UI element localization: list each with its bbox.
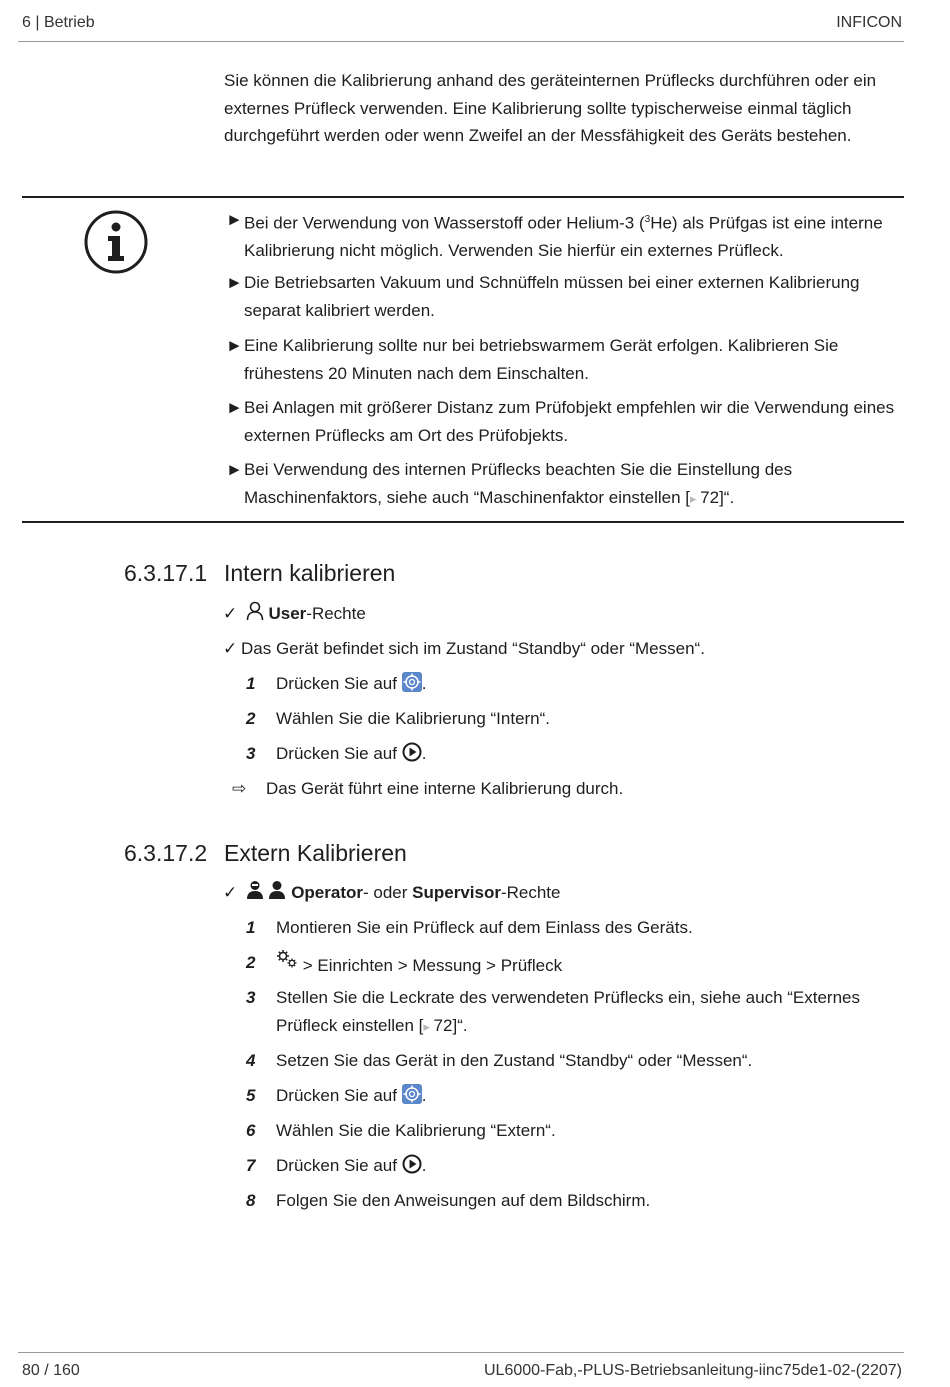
- step-item: [246, 949, 902, 980]
- note-bullet-4-text: Bei Anlagen mit größerer Distanz zum Prüfobjekt empfehlen wir die Verwendung eines externen Prüflecks am Ort des Prüfobjekts.: [244, 398, 895, 445]
- calibration-button-icon[interactable]: [402, 672, 422, 692]
- prerequisite-state-text: Das Gerät befindet sich im Zustand “Standby“ oder “Messen“.: [241, 639, 705, 658]
- note-bullet-3-text: Eine Kalibrierung sollte nur bei betriebswarmem Gerät erfolgen. Kalibrieren Sie frühestens 20 Minuten nach dem Einschalten.: [244, 336, 839, 383]
- step-text-end: .: [421, 674, 427, 693]
- step-text: Stellen Sie die Leckrate des verwendeten Prüflecks ein, siehe auch “Externes Prüfleck einstellen [: [276, 988, 860, 1035]
- prerequisite-user-rights: [223, 600, 366, 627]
- page-ref-arrow-icon[interactable]: ▸: [690, 490, 701, 506]
- step-item: [246, 1047, 902, 1075]
- rights-connector: - oder: [363, 883, 413, 902]
- step-item: [246, 670, 902, 698]
- step-text-end: .: [421, 1086, 427, 1105]
- note-bullet-5-ref[interactable]: 72: [700, 487, 720, 507]
- step-item: [246, 1117, 902, 1145]
- note-bullet-2: [226, 269, 920, 324]
- result-text: Das Gerät führt eine interne Kalibrierung durch.: [266, 779, 624, 798]
- bullet-arrow-icon: ►: [226, 210, 243, 229]
- section-title: Extern Kalibrieren: [224, 840, 407, 866]
- step-text: Drücken Sie auf: [276, 744, 402, 763]
- section-title: Intern kalibrieren: [224, 560, 396, 586]
- step-text-end: .: [421, 744, 427, 763]
- check-icon: ✓: [223, 604, 238, 623]
- note-bottom-rule: [22, 521, 904, 523]
- note-bullet-5: [226, 456, 920, 512]
- page-ref-arrow-icon[interactable]: ▸: [423, 1018, 434, 1034]
- note-top-rule: [22, 196, 904, 198]
- step-item: [246, 705, 902, 733]
- note-bullet-1-sup: 3: [644, 214, 651, 225]
- step-number: 5: [246, 1086, 256, 1105]
- section-number: 6.3.17.2: [124, 840, 208, 866]
- step-number: 1: [246, 918, 256, 937]
- step-number: 6: [246, 1121, 256, 1140]
- step-number: 3: [246, 744, 256, 763]
- result-line: [232, 775, 624, 802]
- step-text: > Einrichten > Messung > Prüfleck: [298, 956, 563, 975]
- rights-role-supervisor: Supervisor: [412, 883, 501, 902]
- info-icon: [84, 210, 148, 274]
- step-number: 8: [246, 1191, 256, 1210]
- step-number: 7: [246, 1156, 256, 1175]
- step-item: [246, 914, 902, 942]
- header-divider: [18, 41, 904, 42]
- check-icon: ✓: [223, 639, 238, 658]
- section-number: 6.3.17.1: [124, 560, 208, 586]
- step-text: Folgen Sie den Anweisungen auf dem Bildschirm.: [276, 1191, 651, 1210]
- note-bullet-4: [226, 394, 920, 449]
- note-bullet-1-text-b: He) als Prüfgas ist eine interne Kalibrierung nicht möglich. Verwenden Sie hierfür ein externes Prüfleck.: [244, 213, 883, 261]
- step-text: Wählen Sie die Kalibrierung “Intern“.: [276, 709, 551, 728]
- step-number: 4: [246, 1051, 256, 1070]
- bullet-arrow-icon: ►: [226, 460, 243, 479]
- step-item: [246, 1082, 902, 1110]
- step-text: Setzen Sie das Gerät in den Zustand “Standby“ oder “Messen“.: [276, 1051, 753, 1070]
- step-item: [246, 1152, 902, 1180]
- gears-icon[interactable]: [276, 949, 298, 969]
- result-arrow-icon: ⇨: [232, 779, 247, 798]
- supervisor-icon: [268, 880, 286, 900]
- play-button-icon[interactable]: [402, 742, 422, 762]
- document-id: UL6000-Fab,-PLUS-Betriebsanleitung-iinc75de1-02-(2207): [483, 1362, 902, 1379]
- calibration-button-icon[interactable]: [402, 1084, 422, 1104]
- note-bullet-1-text-a: Bei der Verwendung von Wasserstoff oder Helium-3 (: [244, 213, 645, 233]
- bullet-arrow-icon: ►: [226, 336, 243, 355]
- step-text-end: ]“.: [452, 1015, 468, 1035]
- step-number: 2: [246, 709, 256, 728]
- step-item: [246, 984, 902, 1040]
- user-icon: [246, 601, 264, 621]
- header-brand: INFICON: [836, 14, 902, 31]
- intro-paragraph: Sie können die Kalibrierung anhand des geräteinternen Prüflecks durchführen oder ein externes Prüfleck verwenden. Eine Kalibrierung sollte typischerweise einmal täglich durchgeführt werden oder wenn Zweifel an der Messfähigkeit des Geräts bestehen.: [224, 71, 877, 145]
- section-heading-extern: [124, 840, 724, 870]
- check-icon: ✓: [223, 883, 238, 902]
- step-number: 3: [246, 988, 256, 1007]
- prerequisite-operator-rights: [223, 879, 560, 906]
- section-heading-intern: [124, 560, 724, 590]
- page-number: 80 / 160: [22, 1362, 80, 1379]
- prerequisite-state: [223, 635, 705, 662]
- note-bullet-2-text: Die Betriebsarten Vakuum und Schnüffeln müssen bei einer externen Kalibrierung separat kalibriert werden.: [244, 273, 860, 320]
- rights-role: User: [268, 604, 307, 623]
- play-button-icon[interactable]: [402, 1154, 422, 1174]
- step-text-end: .: [421, 1156, 427, 1175]
- step-text: Drücken Sie auf: [276, 1086, 402, 1105]
- header-section-label: 6 | Betrieb: [22, 14, 95, 31]
- note-bullet-5-text-b: ]“.: [719, 487, 735, 507]
- note-bullet-5-text-a: Bei Verwendung des internen Prüflecks beachten Sie die Einstellung des Maschinenfaktors, siehe auch “Maschinenfaktor einstellen [: [244, 460, 793, 507]
- bullet-arrow-icon: ►: [226, 398, 243, 417]
- step-item: [246, 1187, 902, 1215]
- rights-role-operator: Operator: [291, 883, 363, 902]
- step-text: Montieren Sie ein Prüfleck auf dem Einlass des Geräts.: [276, 918, 693, 937]
- operator-icon: [246, 880, 264, 900]
- footer-divider: [18, 1352, 904, 1353]
- step-ref[interactable]: 72: [433, 1015, 453, 1035]
- step-number: 1: [246, 674, 256, 693]
- step-number: 2: [246, 953, 256, 972]
- rights-suffix: -Rechte: [306, 604, 366, 623]
- step-text: Drücken Sie auf: [276, 674, 402, 693]
- note-bullet-1: [226, 206, 920, 265]
- note-bullet-3: [226, 332, 920, 387]
- bullet-arrow-icon: ►: [226, 273, 243, 292]
- rights-suffix: -Rechte: [500, 883, 561, 902]
- step-text: Drücken Sie auf: [276, 1156, 402, 1175]
- step-item: [246, 740, 902, 768]
- step-text: Wählen Sie die Kalibrierung “Extern“.: [276, 1121, 556, 1140]
